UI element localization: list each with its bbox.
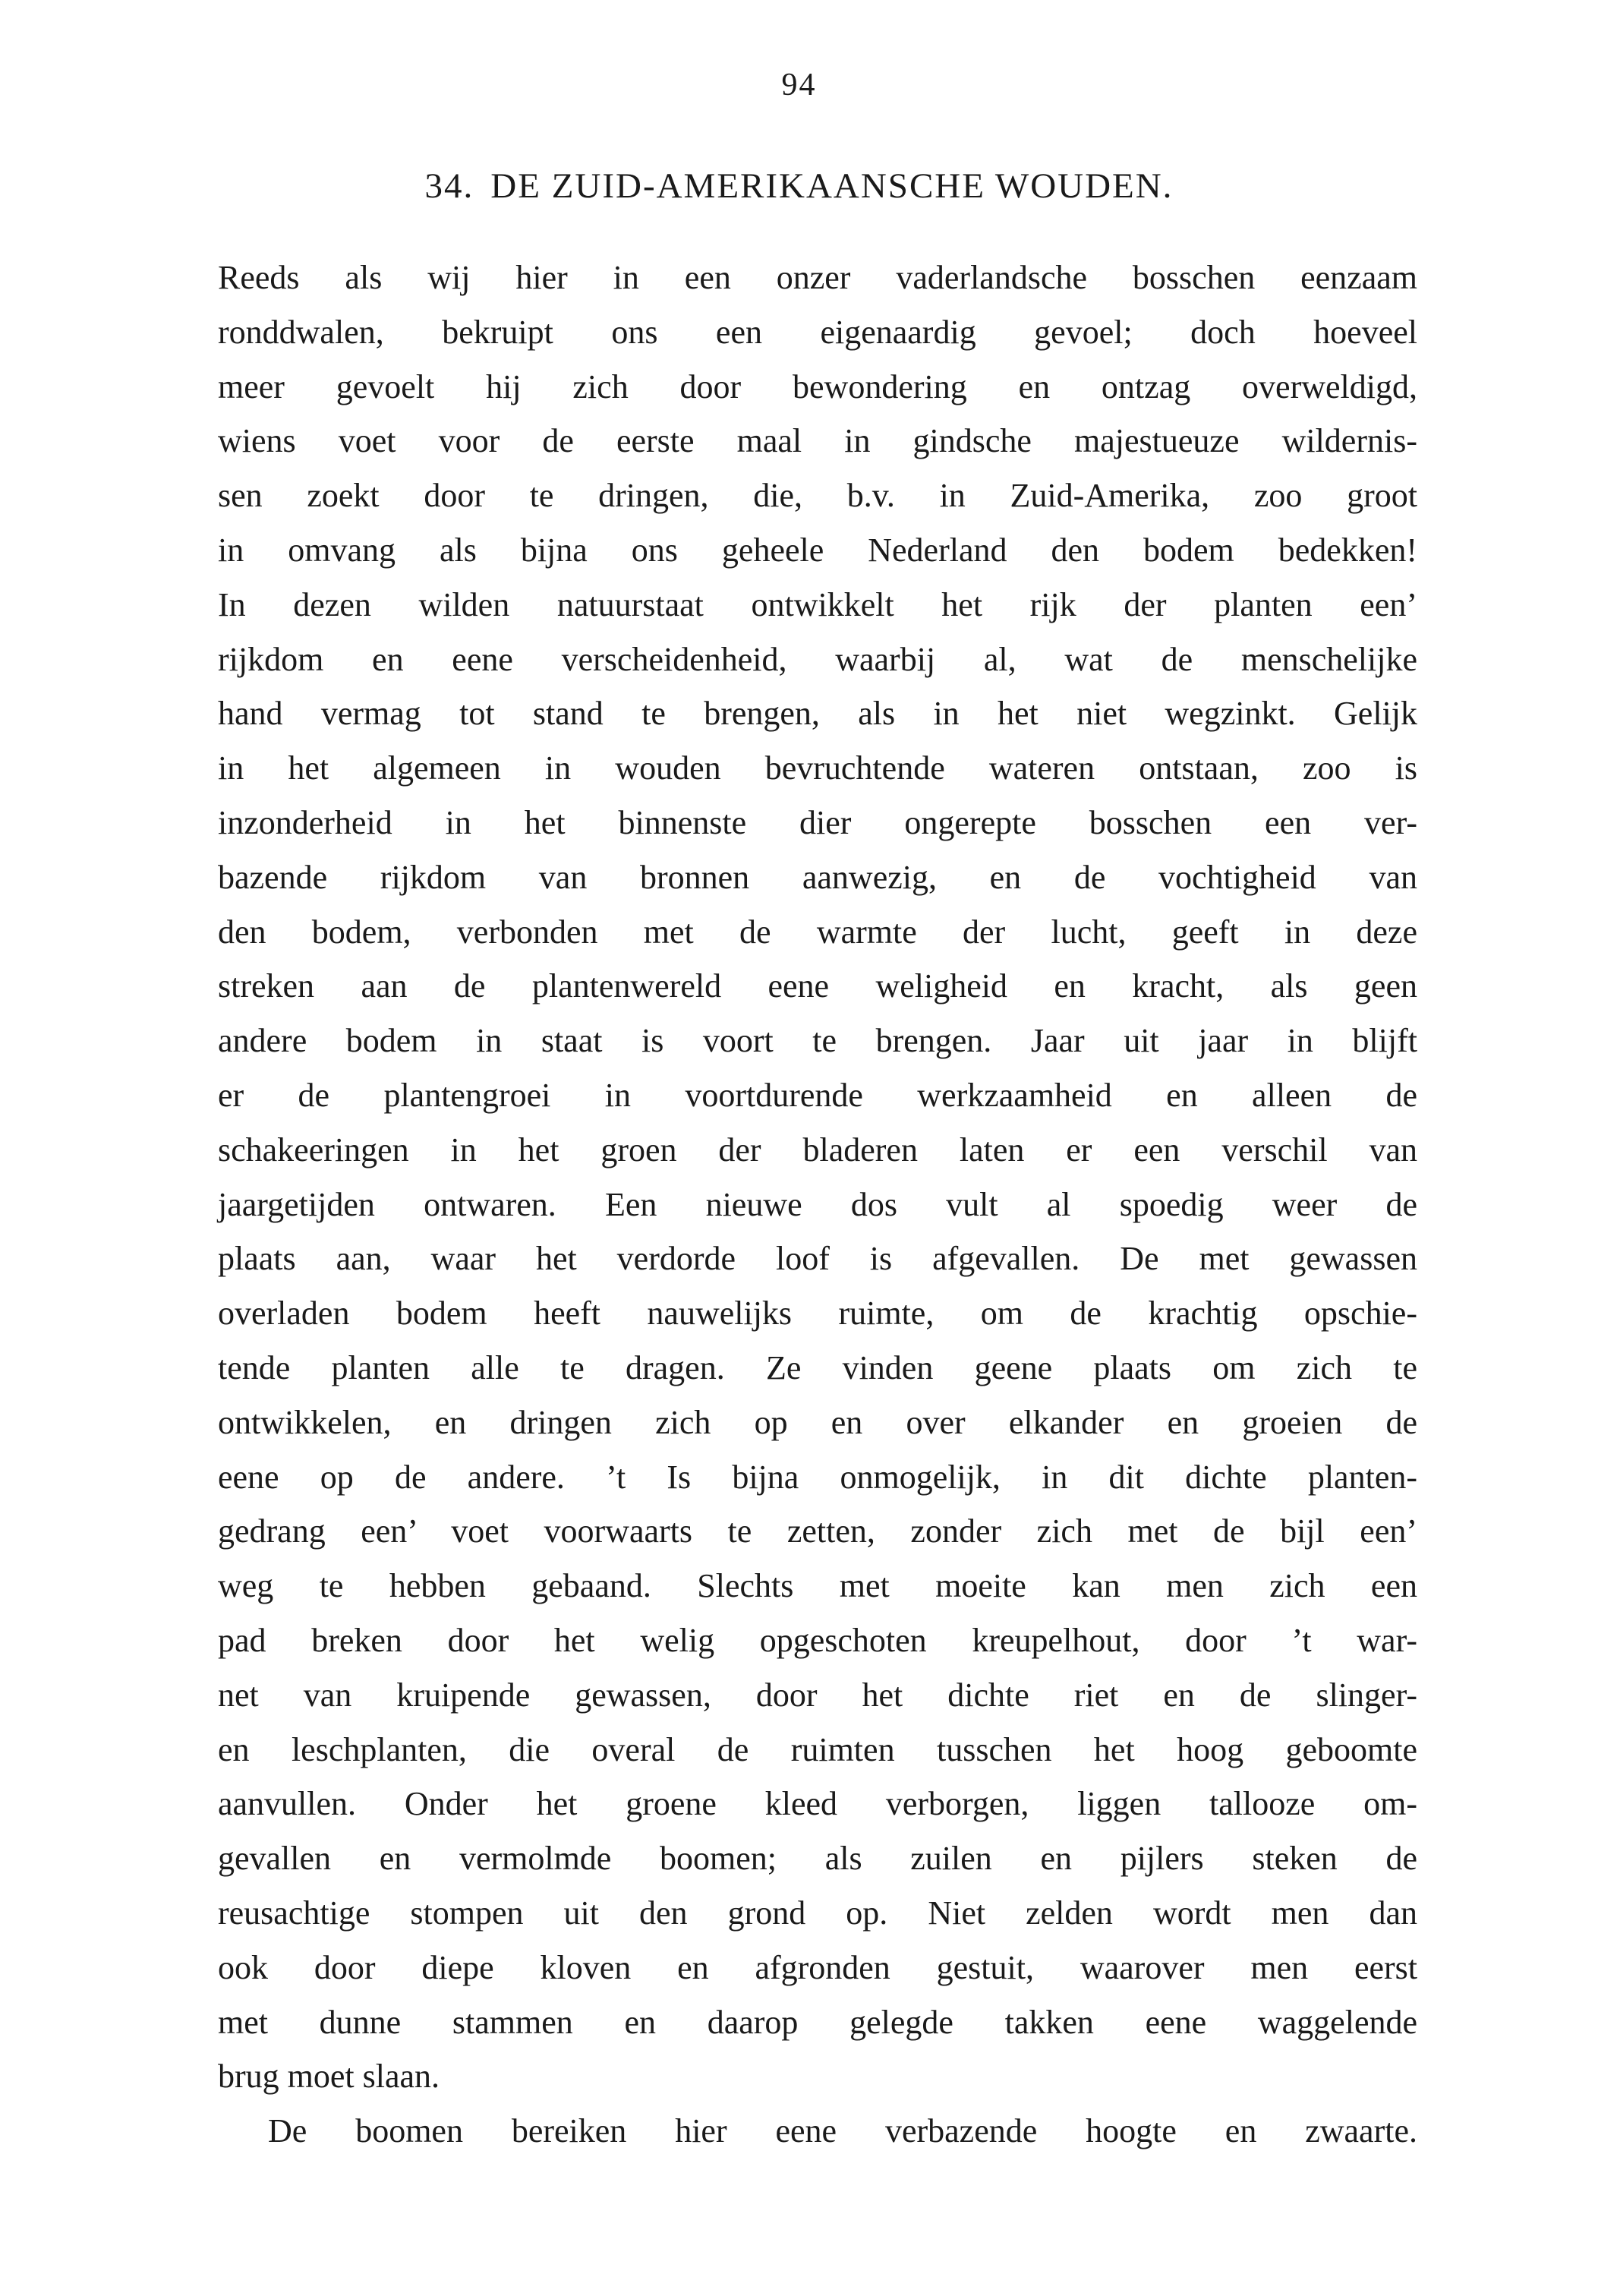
text-line: hand vermag tot stand te brengen, als in het niet wegzinkt. Gelijk bbox=[218, 695, 1417, 733]
text-line: inzonderheid in het binnenste dier ongerepte bosschen een ver- bbox=[218, 803, 1417, 841]
text-line: andere bodem in staat is voort te brengen. Jaar uit jaar in blijft bbox=[218, 1022, 1417, 1060]
text-line: meer gevoelt hij zich door bewondering en ontzag overweldigd, bbox=[218, 367, 1417, 405]
text-line: In dezen wilden natuurstaat ontwikkelt het rijk der planten een’ bbox=[218, 585, 1417, 623]
text-line: den bodem, verbonden met de warmte der lucht, geeft in deze bbox=[218, 913, 1417, 951]
text-line: schakeeringen in het groen der bladeren laten er een verschil van bbox=[218, 1131, 1417, 1168]
text-line: er de plantengroei in voortdurende werkzaamheid en alleen de bbox=[218, 1076, 1417, 1114]
text-line: ronddwalen, bekruipt ons een eigenaardig gevoel; doch hoeveel bbox=[218, 313, 1417, 351]
text-line: tende planten alle te dragen. Ze vinden geene plaats om zich te bbox=[218, 1348, 1417, 1386]
text-line: bazende rijkdom van bronnen aanwezig, en de vochtigheid van bbox=[218, 858, 1417, 896]
text-line: streken aan de plantenwereld eene weligheid en kracht, als geen bbox=[218, 967, 1417, 1005]
body-text bbox=[218, 251, 1417, 2159]
chapter-title: DE ZUID-AMERIKAANSCHE WOUDEN. bbox=[490, 166, 1174, 206]
text-line: ook door diepe kloven en afgronden gestuit, waarover men eerst bbox=[218, 1948, 1417, 1986]
text-line: weg te hebben gebaand. Slechts met moeite kan men zich een bbox=[218, 1567, 1417, 1605]
text-line: sen zoekt door te dringen, die, b.v. in Zuid-Amerika, zoo groot bbox=[218, 477, 1417, 515]
text-line: in het algemeen in wouden bevruchtende wateren ontstaan, zoo is bbox=[218, 749, 1417, 787]
paragraph-end-line: brug moet slaan. bbox=[218, 2058, 440, 2096]
text-line: met dunne stammen en daarop gelegde takken eene waggelende bbox=[218, 2003, 1417, 2041]
chapter-number: 34. bbox=[424, 166, 474, 206]
text-line: gevallen en vermolmde boomen; als zuilen en pijlers steken de bbox=[218, 1840, 1417, 1878]
text-line: aanvullen. Onder het groene kleed verborgen, liggen tallooze om- bbox=[218, 1785, 1417, 1823]
chapter-heading bbox=[0, 166, 1598, 207]
text-line: gedrang een’ voet voorwaarts te zetten, zonder zich met de bijl een’ bbox=[218, 1512, 1417, 1550]
text-line: in omvang als bijna ons geheele Nederland den bodem bedekken! bbox=[218, 531, 1417, 569]
text-line: en leschplanten, die overal de ruimten tusschen het hoog geboomte bbox=[218, 1730, 1417, 1768]
text-line: wiens voet voor de eerste maal in gindsche majestueuze wildernis- bbox=[218, 422, 1417, 460]
text-line: rijkdom en eene verscheidenheid, waarbij al, wat de menschelijke bbox=[218, 640, 1417, 678]
text-line: overladen bodem heeft nauwelijks ruimte, om de krachtig opschie- bbox=[218, 1295, 1417, 1332]
page-number: 94 bbox=[781, 68, 817, 102]
text-line: pad breken door het welig opgeschoten kreupelhout, door ’t war- bbox=[218, 1621, 1417, 1659]
text-line: Reeds als wij hier in een onzer vaderlandsche bosschen eenzaam bbox=[218, 259, 1417, 296]
text-line: eene op de andere. ’t Is bijna onmogelijk, in dit dichte planten- bbox=[218, 1458, 1417, 1496]
text-line: ontwikkelen, en dringen zich op en over elkander en groeien de bbox=[218, 1403, 1417, 1441]
text-line: reusachtige stompen uit den grond op. Niet zelden wordt men dan bbox=[218, 1894, 1417, 1932]
text-line: plaats aan, waar het verdorde loof is afgevallen. De met gewassen bbox=[218, 1240, 1417, 1278]
paragraph-start-line: De boomen bereiken hier eene verbazende hoogte en zwaarte. bbox=[268, 2112, 1417, 2150]
text-line: jaargetijden ontwaren. Een nieuwe dos vult al spoedig weer de bbox=[218, 1185, 1417, 1223]
text-line: net van kruipende gewassen, door het dichte riet en de slinger- bbox=[218, 1676, 1417, 1714]
